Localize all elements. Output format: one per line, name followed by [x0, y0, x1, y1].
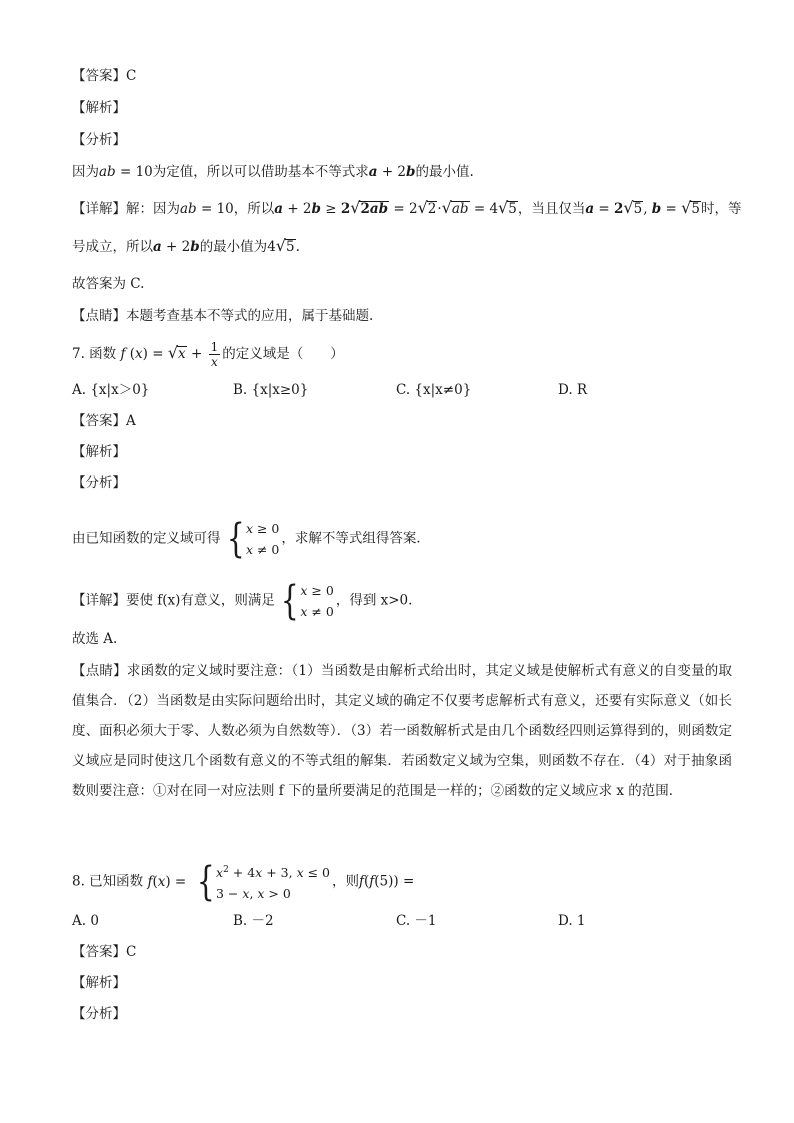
q7-fenxi-text: 由已知函数的定义域可得 { x ≥ 0 x ≠ 0 ，求解不等式组得答案．: [72, 516, 430, 562]
math-q8-piecewise: f(x) = { $x^2 + 4x + 3$, x ≤ 0 3 − x, x > 0: [147, 859, 330, 906]
q8-option-a: A. 0: [72, 913, 99, 929]
math-q7-system: { x ≥ 0 x ≠ 0: [226, 516, 280, 562]
q7-option-d: D. R: [558, 382, 588, 398]
q8-option-c: C. －1: [396, 913, 437, 929]
q7-detail: 【详解】要使 f(x)有意义，则满足 { x ≥ 0 x ≠ 0 ，得到 x>0.: [72, 578, 413, 624]
q6-conclusion: 故答案为 C.: [72, 276, 145, 292]
q7-comment: 【点睛】求函数的定义域时要注意：（1）当函数是由解析式给出时，其定义域是使解析式有意义的自变量的取值集合．（2）当函数是由实际问题给出时，其定义域的确定不仅要考虑解析式有意义，还要有实际意义（如长度、面积必须大于零、人数必须为自然数等）．（3）若一函数解析式是由几个函数经四则运算得到的，则函数定义域应是同时使这几个函数有意义的不等式组的解集．若函数定义域为空集，则函数不存在．（4）对于抽象函数则要注意：①对在同一对应法则 f 下的量所要满足的范围是一样的；②函数的定义域应求 x 的范围．: [72, 663, 733, 799]
q8-option-b: B. －2: [233, 913, 274, 929]
answer-value: C: [126, 68, 137, 84]
q7-stem: 7. 函数 f (x) = √x + $\frac{1}{x}$ 的定义域是（ ）: [72, 340, 344, 369]
q6-analysis-label: 【解析】: [72, 100, 126, 116]
q7-fenxi-label: 【分析】: [72, 475, 126, 491]
q8-fenxi-label: 【分析】: [72, 1006, 126, 1022]
q6-detail-line1: 【详解】解：因为ab = 10，所以a + 2b ≥ 2√2ab = 2√2·√ab = 4√5，当且仅当a = 2√5, b = √5时，等: [72, 198, 742, 217]
math-ab-eq: ab = 10: [99, 164, 153, 180]
math-q7-function: f (x) = √x + $\frac{1}{x}$: [120, 340, 219, 369]
q7-answer-line: 【答案】A: [72, 413, 136, 429]
answer-value: A: [126, 413, 136, 429]
q6-fenxi-label: 【分析】: [72, 132, 126, 148]
detail-label: 【详解】: [72, 201, 126, 217]
math-a-plus-2b: a + 2b: [368, 164, 416, 180]
q7-option-a: A. {x|x＞0}: [72, 382, 150, 398]
q6-comment: 【点睛】本题考查基本不等式的应用，属于基础题.: [72, 308, 374, 324]
q7-analysis-label: 【解析】: [72, 444, 126, 460]
q7-comment-text: 求函数的定义域时要注意：（1）当函数是由解析式给出时，其定义域是使解析式有意义的自变量的取值集合．（2）当函数是由实际问题给出时，其定义域的确定不仅要考虑解析式有意义，还要有实际意义（如长度、面积必须大于零、人数必须为自然数等）．（3）若一函数解析式是由几个函数经四则运算得到的，则函数定义域应是同时使这几个函数有意义的不等式组的解集．若函数定义域为空集，则函数不存在．（4）对于抽象函数则要注意：①对在同一对应法则 f 下的量所要满足的范围是一样的；②函数的定义域应求 x 的范围．: [72, 663, 733, 799]
math-equality-condition: a = 2√5, b = √5: [585, 198, 700, 217]
math-inequality: a + 2b ≥ 2√2ab = 2√2·√ab = 4√5: [274, 198, 517, 217]
math-q7-system-2: { x ≥ 0 x ≠ 0: [280, 578, 334, 624]
answer-value: C: [126, 944, 137, 960]
math-min-value: 4√5: [267, 236, 295, 255]
answer-label: 【答案】: [72, 68, 126, 84]
comment-label: 【点睛】: [72, 308, 126, 324]
q8-analysis-label: 【解析】: [72, 975, 126, 991]
q7-conclusion: 故选 A.: [72, 631, 118, 647]
q6-fenxi-text: 因为ab = 10为定值，所以可以借助基本不等式求a + 2b的最小值.: [72, 164, 474, 180]
q6-detail-line2: 号成立，所以a + 2b的最小值为4√5.: [72, 236, 300, 255]
q8-stem: 8. 已知函数 f(x) = { $x^2 + 4x + 3$, x ≤ 0 3 − x, x > 0 ，则f(f(5)) =: [72, 859, 415, 906]
math-q8-query: f(f(5)) =: [359, 873, 415, 890]
q7-option-c: C. {x|x≠0}: [396, 382, 472, 398]
q8-answer-line: 【答案】C: [72, 944, 137, 960]
q6-answer-line: [72, 66, 136, 86]
q7-option-b: B. {x|x≥0}: [233, 382, 309, 398]
q8-option-d: D. 1: [558, 913, 586, 929]
